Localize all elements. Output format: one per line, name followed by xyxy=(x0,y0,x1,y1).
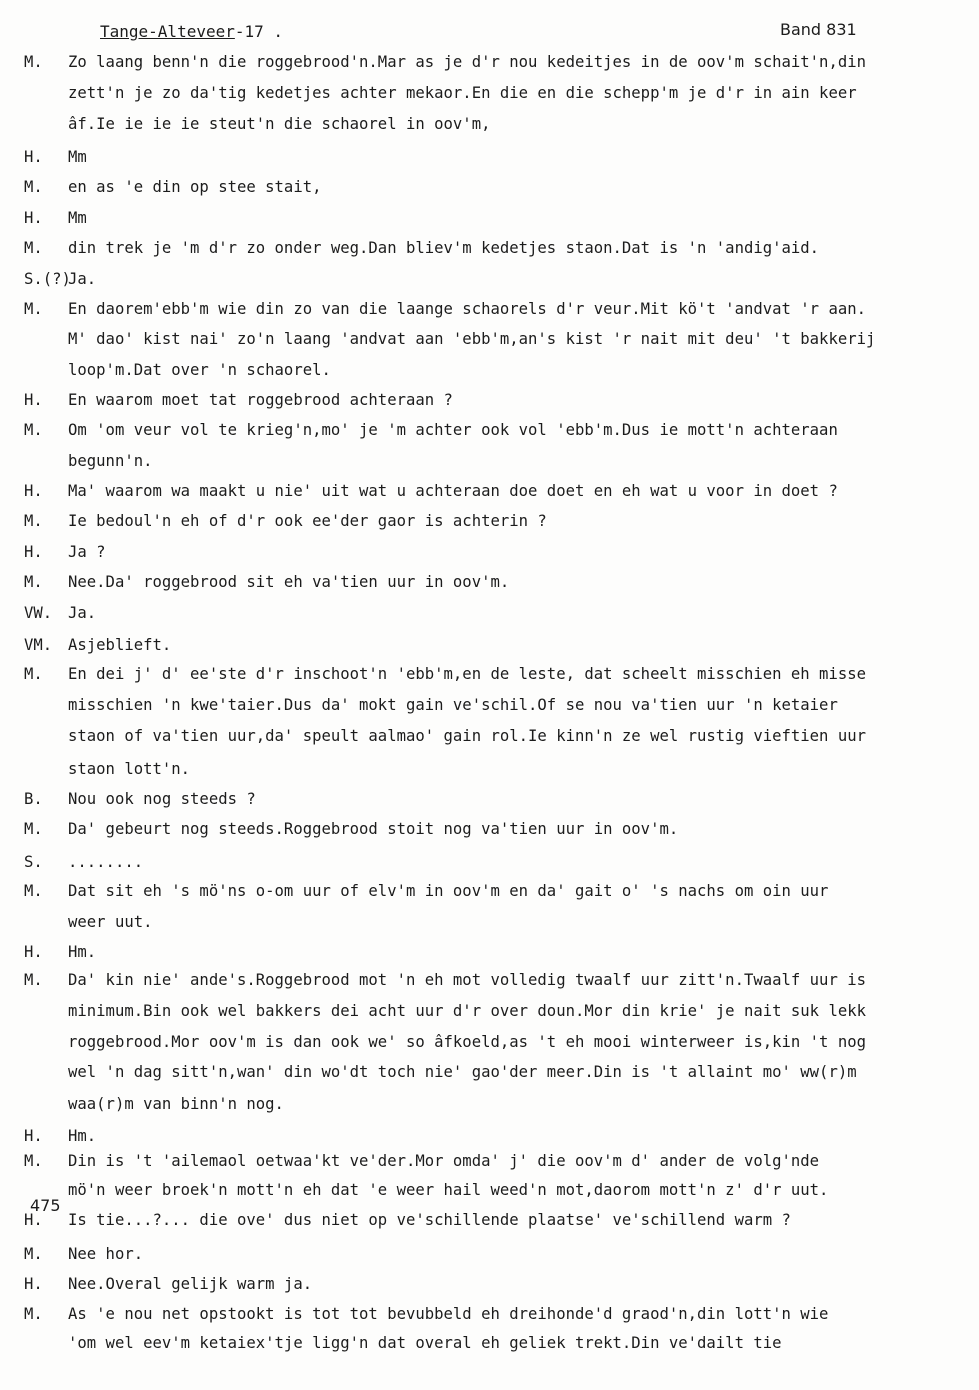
speaker-label: M. xyxy=(24,421,43,439)
utterance-text: weer uut. xyxy=(68,913,153,931)
utterance-text: Nee.Overal gelijk warm ja. xyxy=(68,1275,313,1293)
utterance-text: Om 'om veur vol te krieg'n,mo' je 'm achter ook vol 'ebb'm.Dus ie mott'n achteraan xyxy=(68,421,838,439)
utterance-text: Nee.Da' roggebrood sit eh va'tien uur in oov'm. xyxy=(68,573,510,591)
speaker-label: S. xyxy=(24,853,43,871)
utterance-text: Dat sit eh 's mö'ns o-om uur of elv'm in oov'm en da' gait o' 's nachs om oin uur xyxy=(68,882,829,900)
utterance-text: Din is 't 'ailemaol oetwaa'kt ve'der.Mor omda' j' die oov'm d' ander de volg'nde xyxy=(68,1152,820,1170)
utterance-text: Zo laang benn'n die roggebrood'n.Mar as je d'r nou kedeitjes in de oov'm schait'n,din xyxy=(68,53,866,71)
speaker-label: B. xyxy=(24,790,43,808)
speaker-label: H. xyxy=(24,1211,43,1229)
utterance-text: M' dao' kist nai' zo'n laang 'andvat aan 'ebb'm,an's kist 'r nait mit deu' 't bakkerij xyxy=(68,330,876,348)
utterance-text: en as 'e din op stee stait, xyxy=(68,178,322,196)
utterance-text: roggebrood.Mor oov'm is dan ook we' so âfkoeld,as 't eh mooi winterweer is,kin 't nog xyxy=(68,1033,866,1051)
document-title xyxy=(100,22,283,41)
utterance-text: Ie bedoul'n eh of d'r ook ee'der gaor is achterin ? xyxy=(68,512,547,530)
utterance-text: loop'm.Dat over 'n schaorel. xyxy=(68,361,331,379)
title-number: -17 . xyxy=(234,22,284,41)
utterance-text: âf.Ie ie ie ie steut'n die schaorel in oov'm, xyxy=(68,115,491,133)
utterance-text: din trek je 'm d'r zo onder weg.Dan bliev'm kedetjes staon.Dat is 'n 'andig'aid. xyxy=(68,239,820,257)
speaker-label: H. xyxy=(24,1127,43,1145)
utterance-text: mö'n weer broek'n mott'n eh dat 'e weer hail weed'n mot,daorom mott'n z' d'r uut. xyxy=(68,1181,829,1199)
speaker-label: M. xyxy=(24,573,43,591)
utterance-text: Nee hor. xyxy=(68,1245,144,1263)
speaker-label: M. xyxy=(24,882,43,900)
speaker-label: S.(?) xyxy=(24,270,71,288)
speaker-label: VW. xyxy=(24,604,53,622)
speaker-label: M. xyxy=(24,512,43,530)
title-place: Tange-Alteveer xyxy=(100,22,235,41)
utterance-text: Ja. xyxy=(68,604,97,622)
margin-counter-number: 475 xyxy=(30,1196,61,1215)
utterance-text: minimum.Bin ook wel bakkers dei acht uur d'r over doun.Mor din krie' je nait suk lekk xyxy=(68,1002,866,1020)
utterance-text: Asjeblieft. xyxy=(68,636,172,654)
speaker-label: H. xyxy=(24,482,43,500)
speaker-label: M. xyxy=(24,300,43,318)
utterance-text: zett'n je zo da'tig kedetjes achter mekaor.En die en die schepp'm je d'r in ain keer xyxy=(68,84,857,102)
utterance-text: waa(r)m van binn'n nog. xyxy=(68,1095,284,1113)
speaker-label: M. xyxy=(24,178,43,196)
utterance-text: staon lott'n. xyxy=(68,760,191,778)
utterance-text: begunn'n. xyxy=(68,452,153,470)
utterance-text: En waarom moet tat roggebrood achteraan ? xyxy=(68,391,453,409)
speaker-label: M. xyxy=(24,665,43,683)
utterance-text: Mm xyxy=(68,209,87,227)
utterance-text: Mm xyxy=(68,148,87,166)
speaker-label: H. xyxy=(24,391,43,409)
utterance-text: Is tie...?... die ove' dus niet op ve'schillende plaatse' ve'schillend warm ? xyxy=(68,1211,791,1229)
speaker-label: M. xyxy=(24,971,43,989)
speaker-label: H. xyxy=(24,1275,43,1293)
utterance-text: As 'e nou net opstookt is tot tot bevubbeld eh dreihonde'd graod'n,din lott'n wie xyxy=(68,1305,829,1323)
speaker-label: M. xyxy=(24,239,43,257)
utterance-text: misschien 'n kwe'taier.Dus da' mokt gain ve'schil.Of se nou va'tien uur 'n ketaier xyxy=(68,696,838,714)
band-label: Band 831 xyxy=(780,20,857,39)
speaker-label: M. xyxy=(24,53,43,71)
speaker-label: M. xyxy=(24,1305,43,1323)
utterance-text: En daorem'ebb'm wie din zo van die laange schaorels d'r veur.Mit kö't 'andvat 'r aan. xyxy=(68,300,866,318)
utterance-text: ........ xyxy=(68,853,144,871)
speaker-label: H. xyxy=(24,943,43,961)
utterance-text: Ja. xyxy=(68,270,97,288)
speaker-label: M. xyxy=(24,1245,43,1263)
utterance-text: Nou ook nog steeds ? xyxy=(68,790,256,808)
speaker-label: H. xyxy=(24,209,43,227)
utterance-text: wel 'n dag sitt'n,wan' din wo'dt toch nie' gao'der meer.Din is 't allaint mo' ww(r)m xyxy=(68,1063,857,1081)
speaker-label: H. xyxy=(24,148,43,166)
speaker-label: H. xyxy=(24,543,43,561)
utterance-text: Da' kin nie' ande's.Roggebrood mot 'n eh mot volledig twaalf uur zitt'n.Twaalf uur is xyxy=(68,971,866,989)
speaker-label: VM. xyxy=(24,636,53,654)
utterance-text: En dei j' d' ee'ste d'r inschoot'n 'ebb'm,en de leste, dat scheelt misschien eh misse xyxy=(68,665,866,683)
utterance-text: Da' gebeurt nog steeds.Roggebrood stoit nog va'tien uur in oov'm. xyxy=(68,820,679,838)
speaker-label: M. xyxy=(24,1152,43,1170)
utterance-text: 'om wel eev'm ketaiex'tje ligg'n dat overal eh geliek trekt.Din ve'dailt tie xyxy=(68,1334,782,1352)
utterance-text: Ma' waarom wa maakt u nie' uit wat u achteraan doe doet en eh wat u voor in doet ? xyxy=(68,482,838,500)
utterance-text: Ja ? xyxy=(68,543,106,561)
speaker-label: M. xyxy=(24,820,43,838)
utterance-text: Hm. xyxy=(68,1127,97,1145)
utterance-text: staon of va'tien uur,da' speult aalmao' gain rol.Ie kinn'n ze wel rustig vieftien uur xyxy=(68,727,866,745)
utterance-text: Hm. xyxy=(68,943,97,961)
